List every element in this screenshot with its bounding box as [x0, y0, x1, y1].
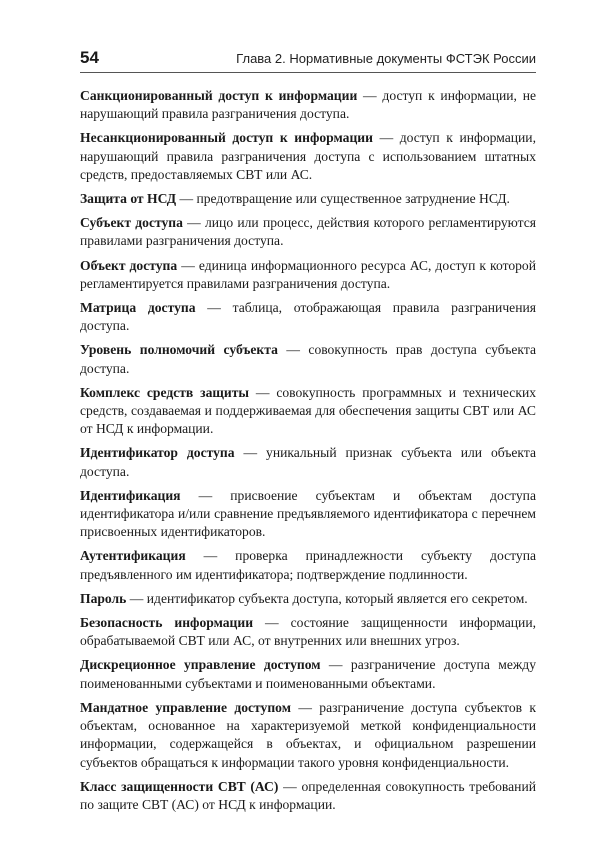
glossary-entry — [80, 444, 536, 480]
entry-term: Несанкционированный доступ к информации — [80, 130, 373, 146]
entry-definition: — идентификатор субъекта доступа, который является его секретом. — [126, 590, 528, 606]
entry-definition: — разграничение доступа субъектов к объектам, основанное на характеризуемой меткой конфиденциальности информации, содержащейся в объектах, и официальном разрешении субъектов обращаться к информации такого уровня конфиденциальности. — [80, 699, 536, 770]
entry-definition: — определенная совокупность требований по защите СВТ (АС) от НСД к информации. — [80, 778, 536, 812]
entry-definition: — состояние защищенности информации, обрабатываемой СВТ или АС, от внутренних или внешних угроз. — [80, 615, 536, 649]
glossary-entry — [80, 778, 536, 814]
entry-definition: — лицо или процесс, действия которого регламентируются правилами разграничения доступа. — [80, 215, 536, 249]
entry-term: Субъект доступа — [80, 215, 183, 231]
glossary-entry — [80, 699, 536, 772]
entry-term: Мандатное управление доступом — [80, 699, 291, 715]
header-rule — [80, 72, 536, 73]
entry-term: Санкционированный доступ к информации — [80, 88, 358, 103]
entry-term: Пароль — [80, 590, 127, 606]
glossary-entry — [80, 190, 536, 208]
entry-term: Дискреционное управление доступом — [80, 657, 321, 673]
glossary-entry — [80, 257, 536, 293]
entry-definition: — разграничение доступа между поименованными субъектами и поименованными объектами. — [80, 657, 536, 691]
entry-definition: — единица информационного ресурса АС, доступ к которой регламентируется правилами разграничения доступа. — [80, 257, 537, 291]
glossary-entry — [80, 547, 536, 583]
glossary-entry — [80, 384, 536, 439]
entry-definition: — совокупность прав доступа субъекта доступа. — [80, 342, 536, 376]
entry-term: Комплекс средств защиты — [80, 384, 249, 400]
glossary-entry — [80, 656, 536, 692]
entry-definition: — предотвращение или существенное затруднение НСД. — [176, 191, 510, 207]
entry-definition: — таблица, отображающая правила разграничения доступа. — [80, 300, 536, 334]
entry-term: Класс защищенности СВТ (АС) — [80, 778, 279, 794]
entry-term: Защита от НСД — [80, 191, 177, 207]
entry-definition: — доступ к информации, не нарушающий правила разграничения доступа. — [80, 88, 537, 122]
glossary-entry — [80, 590, 536, 608]
glossary-entry — [80, 87, 536, 123]
glossary-body — [80, 87, 536, 820]
glossary-entry — [80, 341, 536, 377]
entry-definition: — уникальный признак субъекта или объекта доступа. — [80, 445, 536, 479]
entry-term: Идентификация — [80, 487, 181, 503]
glossary-entry — [80, 487, 536, 542]
glossary-entry — [80, 299, 536, 335]
running-title: Глава 2. Нормативные документы ФСТЭК России — [236, 51, 536, 66]
page-number: 54 — [80, 48, 99, 67]
running-header — [80, 48, 536, 68]
entry-term: Аутентификация — [80, 548, 186, 564]
glossary-entry — [80, 614, 536, 650]
glossary-entry — [80, 214, 536, 250]
entry-definition: — проверка принадлежности субъекту доступа предъявленного им идентификатора; подтверждение подлинности. — [80, 548, 536, 582]
entry-definition: — присвоение субъектам и объектам доступа идентификатора и/или сравнение предъявляемого идентификатора с перечнем присвоенных идентификаторов. — [80, 487, 536, 540]
entry-term: Уровень полномочий субъекта — [80, 342, 278, 358]
entry-term: Матрица доступа — [80, 300, 196, 316]
entry-term: Объект доступа — [80, 257, 178, 273]
glossary-entry — [80, 129, 536, 184]
entry-term: Идентификатор доступа — [80, 445, 235, 461]
entry-definition: — совокупность программных и технических средств, создаваемая и поддерживаемая для обеспечения защиты СВТ или АС от НСД к информации. — [80, 384, 537, 437]
entry-definition: — доступ к информации, нарушающий правила разграничения доступа с использованием штатных средств, предоставляемых СВТ или АС. — [80, 130, 536, 182]
entry-term: Безопасность информации — [80, 615, 254, 631]
